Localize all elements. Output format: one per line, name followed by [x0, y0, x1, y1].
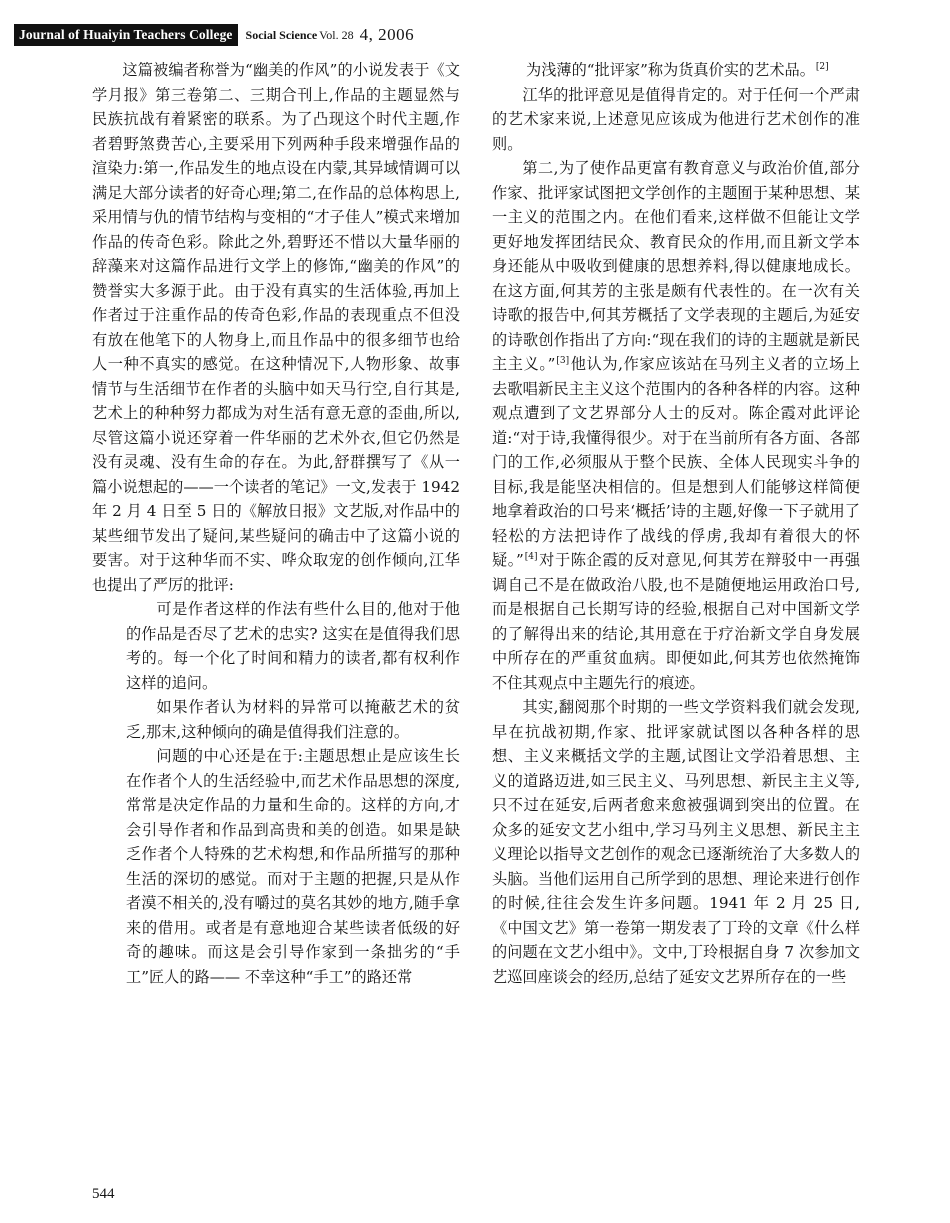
paragraph: 这篇被编者称誉为“幽美的作风”的小说发表于《文学月报》第三卷第二、三期合刊上,作品的主题显然与民族抗战有着紧密的联系。为了凸现这个时代主题,作者碧野煞费苦心,主要采用下列两种手段来增强作品的渲染力:第一,作品发生的地点设在内蒙,其异域情调可以满足大部分读者的好奇心理;第二,在作品的总体构思上,采用情与仇的情节结构与变相的“才子佳人”模式来增加作品的传奇色彩。除此之外,碧野还不惜以大量华丽的辞藻来对这篇作品进行文学上的修饰,“幽美的作风”的赞誉实大多源于此。由于没有真实的生活体验,再加上作者过于注重作品的传奇色彩,作品的表现重点不但没有放在他笔下的人物身上,而且作品中的很多细节也给人一种不真实的感觉。在这种情况下,人物形象、故事情节与生活细节在作者的头脑中如天马行空,自行其是,艺术上的种种努力都成为对生活有意无意的歪曲,所以,尽管这篇小说还穿着一件华丽的艺术外衣,但它仍然是没有灵魂、没有生命的存在。为此,舒群撰写了《从一篇小说想起的——一个读者的笔记》一文,发表于 1942 年 2 月 4 日至 5 日的《解放日报》文艺版,对作品中的某些细节发出了疑问,某些疑问的确击中了这篇小说的要害。对于这种华而不实、哗众取宠的创作倾向,江华也提出了严厉的批评: — [92, 61, 460, 594]
journal-volume: Vol. 28 — [319, 27, 354, 42]
right-column — [492, 58, 860, 989]
paragraph: 第二,为了使作品更富有教育意义与政治价值,部分作家、批评家试图把文学创作的主题囿于某种思想、某一主义的范围之内。在他们看来,这样做不但能让文学更好地发挥团结民众、教育民众的作用,而且新文学本身还能从中吸收到健康的思想养料,得以健康地成长。在这方面,何其芳的主张是颇有代表性的。在一次有关诗歌的报告中,何其芳概括了文学表现的主题后,为延安的诗歌创作指出了方向:“现在我们的诗的主题就是新民主主义。”[3]他认为,作家应该站在马列主义者的立场上去歌唱新民主主义这个范围内的各种各样的内容。这种观点遭到了文艺界部分人士的反对。陈企霞对此评论道:“对于诗,我懂得很少。对于在当前所有各方面、各部门的工作,必须服从于整个民族、全体人民现实斗争的目标,我是能坚决相信的。但是想到人们能够这样简便地拿着政治的口号来‘概括’诗的主题,好像一下子就用了轻松的方法把诗作了战线的俘虏,我却有着很大的怀疑。”[4]对于陈企霞的反对意见,何其芳在辩驳中一再强调自己不是在做政治八股,也不是随便地运用政治口号,而是根据自己长期写诗的经验,根据自己对中国新文学的了解得出来的结论,其用意在于疗治新文学自身发展中所存在的严重贫血病。即便如此,何其芳也依然掩饰不住其观点中主题先行的痕迹。 — [492, 159, 861, 692]
block-quote-paragraph: 可是作者这样的作法有些什么目的,他对于他的作品是否尽了艺术的忠实? 这实在是值得我们思考的。每一个化了时间和精力的读者,都有权利作这样的追问。 — [126, 600, 460, 692]
page-number: 544 — [92, 1186, 115, 1202]
paragraph: 江华的批评意见是值得肯定的。对于任何一个严肃的艺术家来说,上述意见应该成为他进行艺术创作的准则。 — [492, 85, 860, 153]
paragraph: 其实,翻阅那个时期的一些文学资料我们就会发现,早在抗战初期,作家、批评家就试图以各种各样的思想、主义来概括文学的主题,试图让文学沿着思想、主义的道路迈进,如三民主义、马列思想、新民主主义等,只不过在延安,后两者愈来愈被强调到突出的位置。在众多的延安文艺小组中,学习马列主义思想、新民主主义理论以指导文艺创作的观念已逐渐统治了大多数人的头脑。当他们运用自己所学到的思想、理论来进行创作的时候,往往会发生许多问题。1941 年 2 月 25 日,《中国文艺》第一卷第一期发表了丁玲的文章《什么样的问题在文艺小组中》。文中,丁玲根据自身 7 次参加文艺巡回座谈会的经历,总结了延安文艺界所存在的一些 — [492, 698, 860, 986]
citation-ref: [2] — [815, 61, 829, 72]
journal-section: Social Science — [245, 27, 318, 42]
citation-ref: [3] — [556, 355, 570, 366]
citation-ref: [4] — [524, 551, 538, 562]
journal-name: Journal of Huaiyin Teachers College — [14, 24, 238, 46]
left-column — [92, 58, 460, 989]
block-quote-paragraph: 问题的中心还是在于:主题思想止是应该生长在作者个人的生活经验中,而艺术作品思想的深度,常常是决定作品的力量和生命的。这样的方向,才会引导作者和作品到高贵和美的创造。如果是缺乏作者个人特殊的艺术构想,和作品所描写的那种生活的深切的感觉。而对于主题的把握,只是从作者漠不相关的,没有嚼过的莫名其妙的地方,随手拿来的借用。或者是有意地迎合某些读者低级的好奇的趣味。而这是会引导作家到一条拙劣的“手工”匠人的路—— 不幸这种“手工”的路还常 — [126, 747, 460, 986]
block-quote-paragraph: 如果作者认为材料的异常可以掩蔽艺术的贫乏,那末,这种倾向的确是值得我们注意的。 — [126, 698, 460, 741]
running-header — [14, 22, 414, 48]
journal-issue: 4, 2006 — [359, 25, 415, 44]
block-quote-continuation: 为浅薄的“批评家”称为货真价实的艺术品。[2] — [526, 61, 829, 79]
